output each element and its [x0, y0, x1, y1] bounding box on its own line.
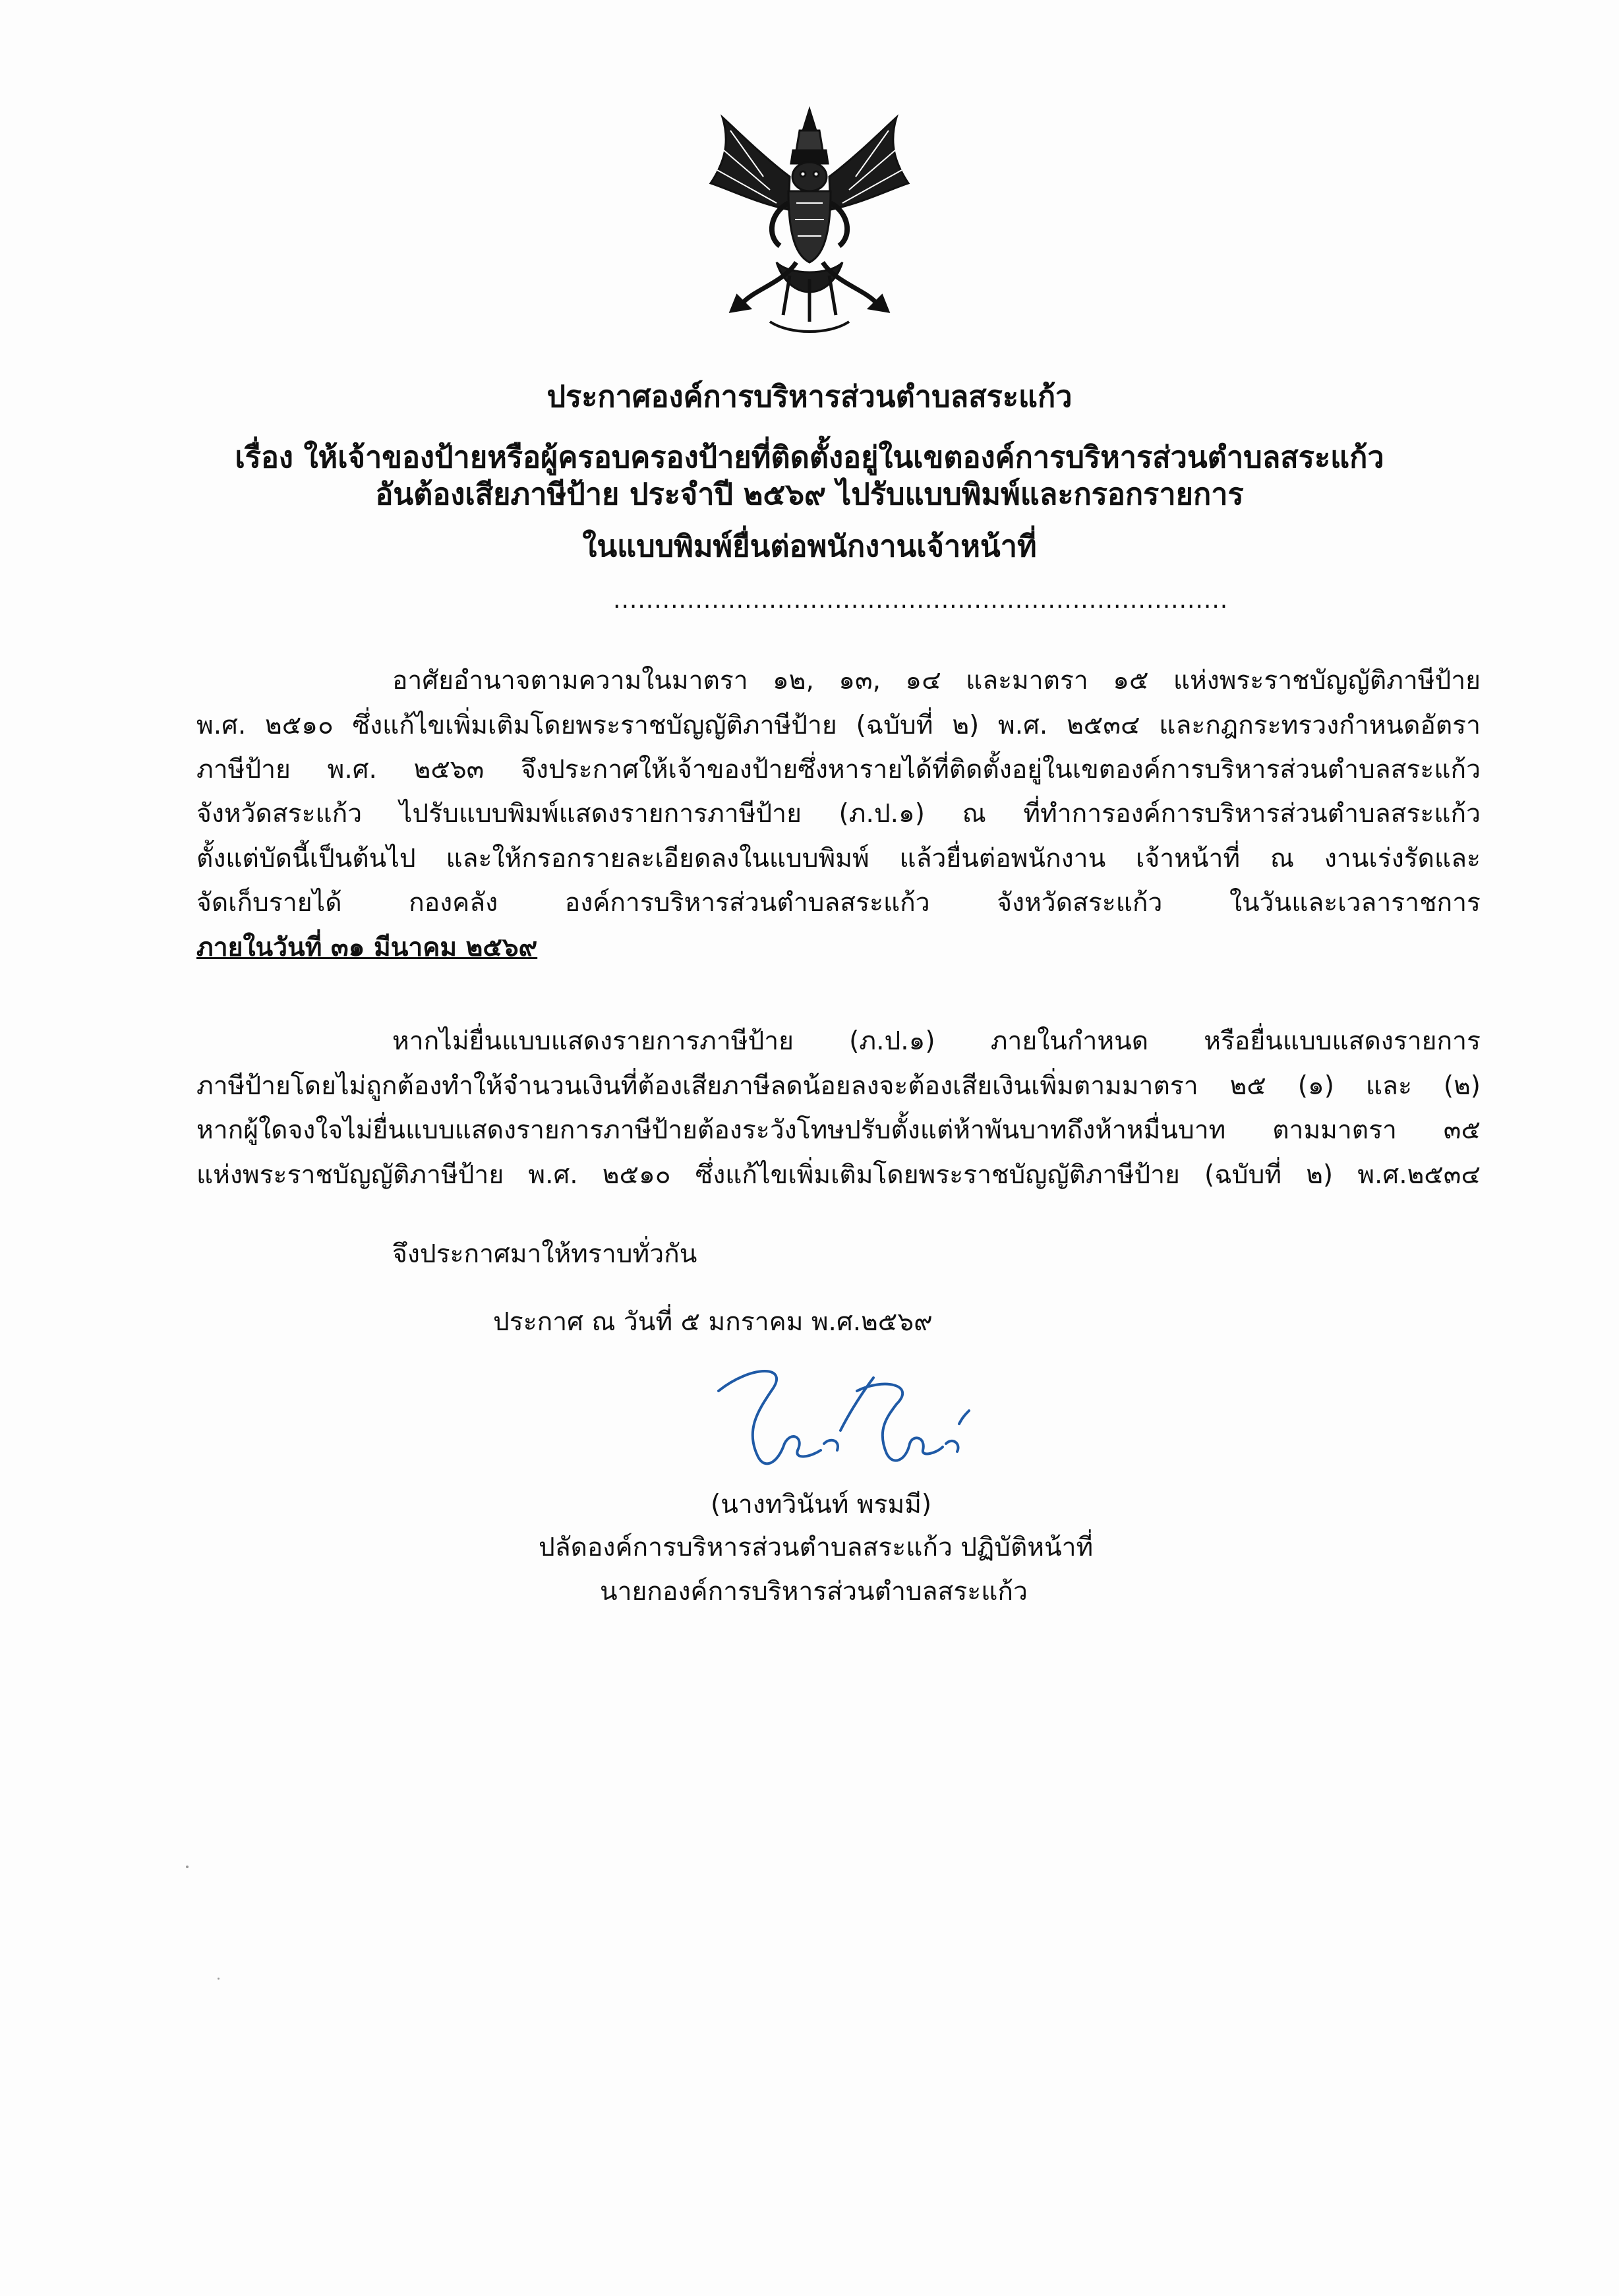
- announce-text: จึงประกาศมาให้ทราบทั่วกัน: [392, 1239, 697, 1269]
- para1-line: อาศัยอำนาจตามความในมาตรา ๑๒, ๑๓, ๑๔ และมาตรา ๑๕ แห่งพระราชบัญญัติภาษีป้าย: [392, 666, 1481, 695]
- signatory-name: (นางทวินันท์ พรมมี): [711, 1490, 932, 1519]
- para2-line: หากไม่ยื่นแบบแสดงรายการภาษีป้าย (ภ.ป.๑) ภายในกำหนด หรือยื่นแบบแสดงรายการ: [392, 1026, 1481, 1056]
- announcement-subject-line1: เรื่อง ให้เจ้าของป้ายหรือผู้ครอบครองป้ายที่ติดตั้งอยู่ในเขตองค์การบริหารส่วนตำบลสระแก้ว: [235, 440, 1384, 475]
- scan-speck: [218, 1978, 220, 1980]
- deadline-text: ภายในวันที่ ๓๑ มีนาคม ๒๕๖๙: [196, 933, 538, 962]
- para1-line: จัดเก็บรายได้ กองคลัง องค์การบริหารส่วนตำบลสระแก้ว จังหวัดสระแก้ว ในวันและเวลาราชการ: [196, 888, 1481, 918]
- para2-line: ภาษีป้ายโดยไม่ถูกต้องทำให้จำนวนเงินที่ต้องเสียภาษีลดน้อยลงจะต้องเสียเงินเพิ่มตามมาตรา ๒๕ (๑) และ (๒): [196, 1071, 1481, 1101]
- handwritten-signature: [699, 1351, 976, 1496]
- para2-line: แห่งพระราชบัญญัติภาษีป้าย พ.ศ. ๒๕๑๐ ซึ่งแก้ไขเพิ่มเติมโดยพระราชบัญญัติภาษีป้าย (ฉบับที่ ๒) พ.ศ.๒๕๓๔: [196, 1160, 1481, 1190]
- para1-line: ภาษีป้าย พ.ศ. ๒๕๖๓ จึงประกาศให้เจ้าของป้ายซึ่งหารายได้ที่ติดตั้งอยู่ในเขตองค์การบริหารส่วนตำบลสระแก้ว: [196, 755, 1481, 784]
- para1-line: ตั้งแต่บัดนี้เป็นต้นไป และให้กรอกรายละเอียดลงในแบบพิมพ์ แล้วยื่นต่อพนักงาน เจ้าหน้าที่ ณ งานเร่งรัดและ: [196, 844, 1481, 873]
- announce-date: ประกาศ ณ วันที่ ๕ มกราคม พ.ศ.๒๕๖๙: [493, 1307, 933, 1337]
- header-separator: ...........................................................................: [613, 587, 1229, 614]
- para1-line: จังหวัดสระแก้ว ไปรับแบบพิมพ์แสดงรายการภาษีป้าย (ภ.ป.๑) ณ ที่ทำการองค์การบริหารส่วนตำบลสระแก้ว: [196, 799, 1481, 829]
- announcement-title: ประกาศองค์การบริหารส่วนตำบลสระแก้ว: [546, 379, 1073, 414]
- signatory-position-line1: ปลัดองค์การบริหารส่วนตำบลสระแก้ว ปฏิบัติหน้าที่: [539, 1533, 1094, 1562]
- para2-line: หากผู้ใดจงใจไม่ยื่นแบบแสดงรายการภาษีป้ายต้องระวังโทษปรับตั้งแต่ห้าพันบาทถึงห้าหมื่นบาท ตามมาตรา ๓๕: [196, 1115, 1481, 1145]
- signatory-position-line2: นายกองค์การบริหารส่วนตำบลสระแก้ว: [600, 1577, 1028, 1606]
- scan-speck: [186, 1866, 189, 1868]
- garuda-emblem-icon: [704, 104, 915, 341]
- announcement-subject-line2: อันต้องเสียภาษีป้าย ประจำปี ๒๕๖๙ ไปรับแบบพิมพ์และกรอกรายการ: [375, 477, 1244, 512]
- announcement-subject-line3: ในแบบพิมพ์ยื่นต่อพนักงานเจ้าหน้าที่: [582, 529, 1037, 564]
- para1-line: พ.ศ. ๒๕๑๐ ซึ่งแก้ไขเพิ่มเติมโดยพระราชบัญญัติภาษีป้าย (ฉบับที่ ๒) พ.ศ. ๒๕๓๔ และกฎกระทรวงกำหนดอัตรา: [196, 711, 1481, 740]
